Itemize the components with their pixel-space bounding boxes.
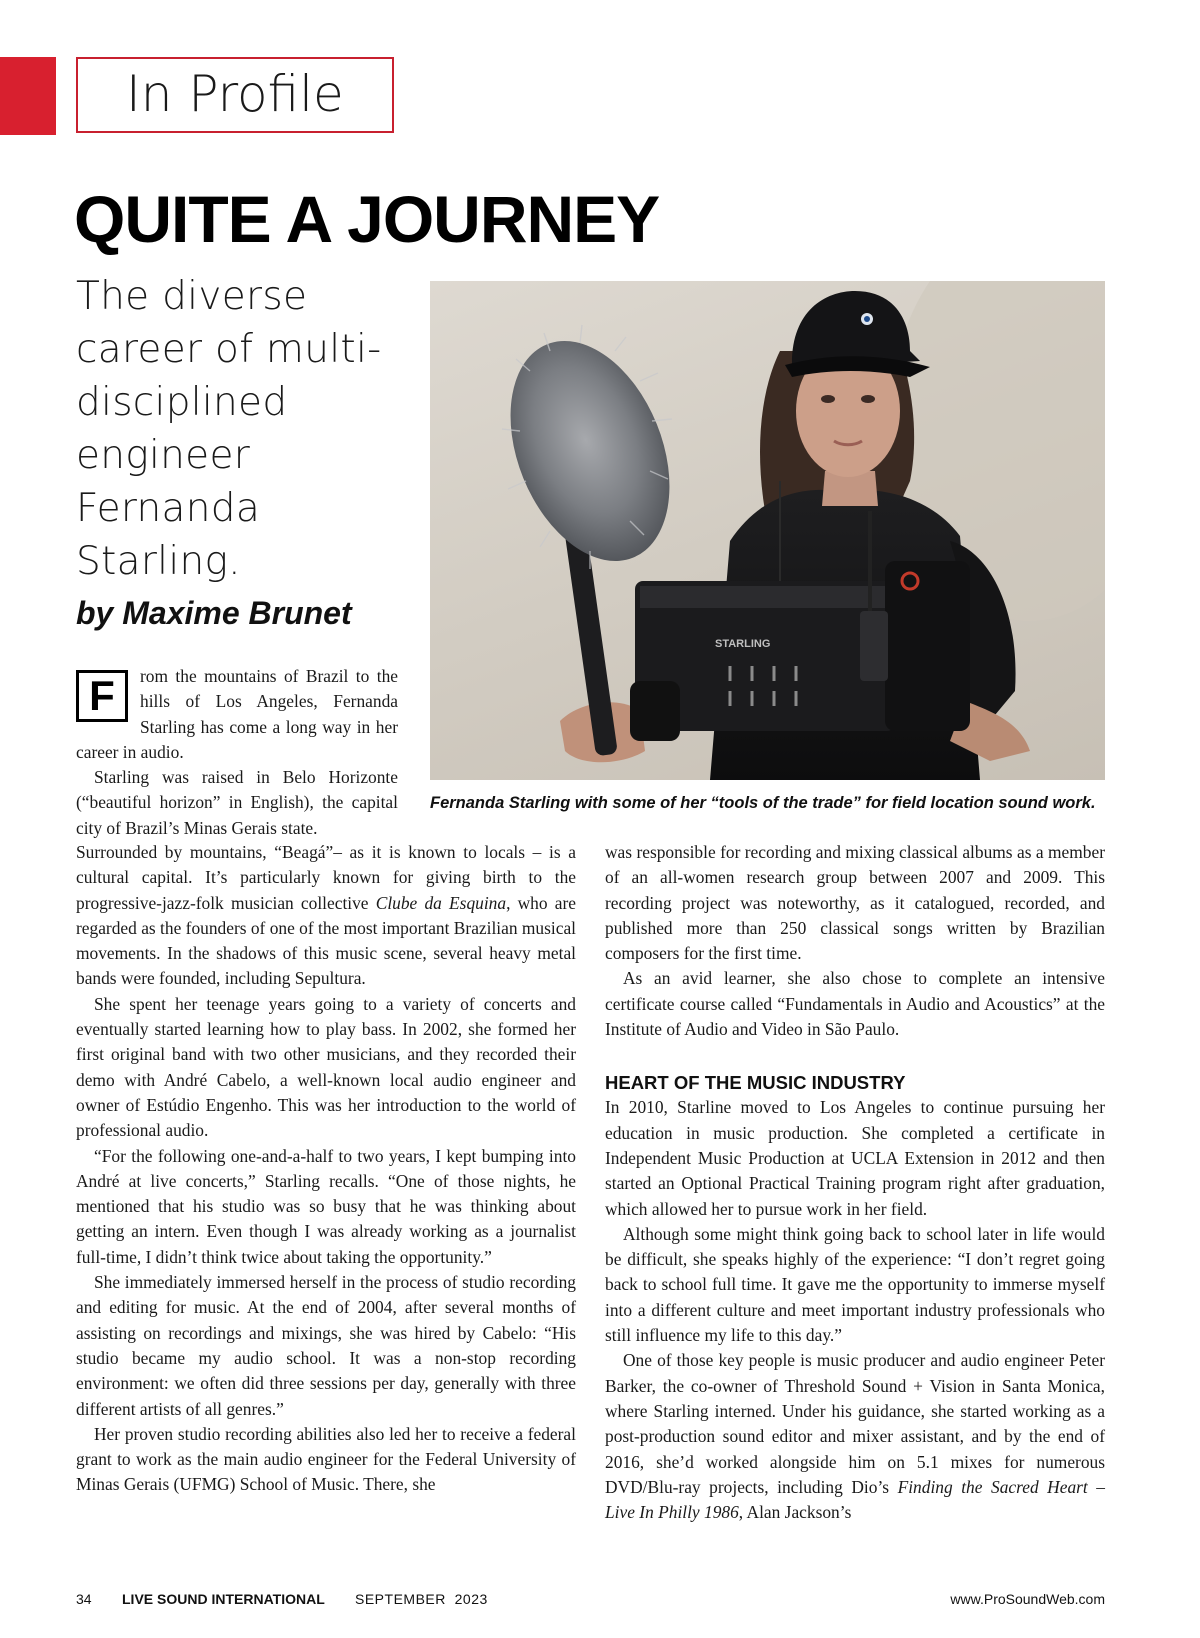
- paragraph: One of those key people is music producer and audio engineer Peter Barker, the co-owner of Threshold Sound + Vision in Santa Monica, where Starling interned. Under his guidance, she started working as a post-production sound editor and mixer assistant, and by the end of 2016, she’d worked alongside him on 5.1 mixes for numerous DVD/Blu-ray projects, including Dio’s Finding the Sacred Heart – Live In Philly 1986, Alan Jackson’s: [605, 1350, 1106, 1523]
- section-subhead: HEART OF THE MUSIC INDUSTRY: [605, 1072, 906, 1094]
- page-number: 34: [76, 1591, 92, 1607]
- paragraph: Starling was raised in Belo Horizonte (“beautiful horizon” in English), the capital city of Brazil’s Minas Gerais state.: [76, 767, 398, 838]
- drop-cap: F: [76, 670, 128, 722]
- section-color-tab: [0, 57, 56, 135]
- section-label: In Profile: [76, 57, 394, 133]
- paragraph: Surrounded by mountains, “Beagá”– as it is known to locals – is a cultural capital. It’s particularly known for giving birth to the progressive-jazz-folk musician collective Clube da Esquina, who are regarded as the founders of one of the most important Brazilian musical movements. In the shadows of this music scene, several heavy metal bands were founded, including Sepultura.: [76, 842, 576, 989]
- publication-name: LIVE SOUND INTERNATIONAL: [122, 1591, 325, 1607]
- article-column-1-top: [76, 664, 398, 841]
- paragraph: was responsible for recording and mixing classical albums as a member of an all-women research group between 2007 and 2009. This recording project was noteworthy, as it catalogued, recorded, and published more than 250 classical songs written by Brazilian composers for the first time.: [605, 842, 1105, 964]
- paragraph: She immediately immersed herself in the process of studio recording and editing for music. At the end of 2004, after several months of assisting on recordings and mixings, she was hired by Cabelo: “His studio became my audio school. It was a non-stop recording environment: we often did three sessions per day, generally with three different artists of all genres.”: [76, 1272, 576, 1419]
- paragraph: “For the following one-and-a-half to two years, I kept bumping into André at live concerts,” Starling recalls. “One of those nights, he mentioned that his studio was so busy that he was thinking about getting an intern. Even though I was already working as a journalist full-time, I didn’t think twice about taking the opportunity.”: [76, 1145, 576, 1267]
- article-photo: [430, 281, 1105, 780]
- article-column-1: [76, 840, 576, 1498]
- article-headline: QUITE A JOURNEY: [74, 182, 660, 256]
- article-column-2: [605, 840, 1105, 1525]
- paragraph: Her proven studio recording abilities also led her to receive a federal grant to work as the main audio engineer for the Federal University of Minas Gerais (UFMG) School of Music. There, she: [76, 1423, 576, 1495]
- issue-date: SEPTEMBER 2023: [355, 1591, 488, 1607]
- paragraph: Although some might think going back to school later in life would be difficult, she speaks highly of the experience: “I don’t regret going back to school full time. It gave me the opportunity to immerse myself into a different culture and meet important industry professionals who still influence my life to this day.”: [605, 1223, 1105, 1346]
- photo-illustration: [430, 281, 1105, 780]
- paragraph: As an avid learner, she also chose to complete an intensive certificate course called “Fundamentals in Audio and Acoustics” at the Institute of Audio and Video in São Paulo.: [605, 968, 1105, 1040]
- paragraph: She spent her teenage years going to a variety of concerts and eventually started learning how to play bass. In 2002, she formed her first original band with two other musicians, and they recorded their demo with André Cabelo, a well-known local audio engineer and owner of Estúdio Engenho. This was her introduction to the world of professional audio.: [76, 993, 576, 1141]
- bag-logo-text: STARLING: [715, 638, 771, 650]
- article-deck: The diverse career of multi-disciplined engineer Fernanda Starling.: [76, 274, 382, 584]
- paragraph: In 2010, Starline moved to Los Angeles to continue pursuing her education in music production. She completed a certificate in Independent Music Production at UCLA Extension in 2012 and then started an Optional Practical Training program right after graduation, which allowed her to pursue work in her field.: [605, 1097, 1105, 1219]
- paragraph: rom the mountains of Brazil to the hills of Los Angeles, Fernanda Starling has come a long way in her career in audio.: [76, 666, 398, 762]
- website-url: www.ProSoundWeb.com: [950, 1591, 1105, 1607]
- photo-caption: Fernanda Starling with some of her “tools of the trade” for field location sound work.: [430, 794, 1096, 812]
- article-byline: by Maxime Brunet: [76, 595, 352, 631]
